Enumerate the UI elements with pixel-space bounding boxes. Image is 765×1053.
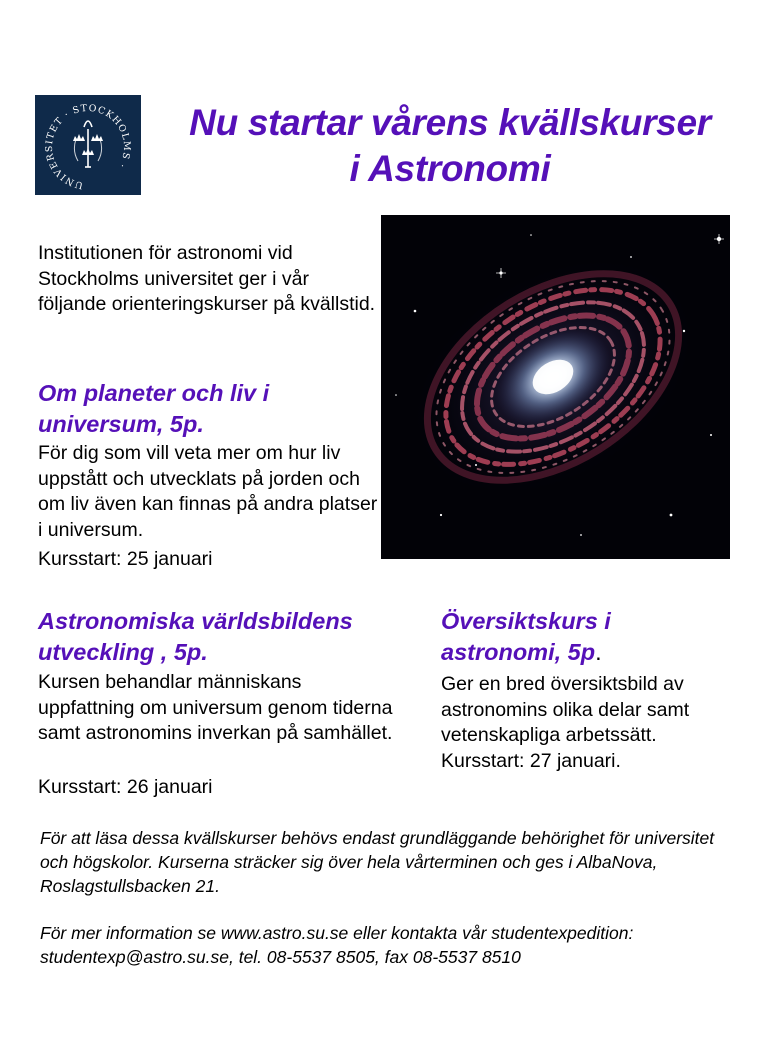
course-1-start: Kursstart: 25 januari (38, 548, 213, 570)
university-logo (35, 95, 141, 195)
footer-contact: För mer information se www.astro.su.se eller kontakta vår studentexpedition: studentexp@astro.su.se, tel. 08-5537 8505, fax 08-5537 8510 (40, 923, 634, 967)
course-1-title: Om planeter och liv i universum, 5p. (38, 380, 270, 437)
university-seal-icon (35, 95, 141, 195)
course-2-title: Astronomiska världsbildens utveckling , 5p. (38, 608, 353, 665)
page-title (150, 100, 750, 192)
course-3-title-tail: . (595, 639, 602, 665)
title-line-2: i Astronomi (349, 148, 551, 189)
course-2-start: Kursstart: 26 januari (38, 776, 213, 798)
course-3-title-text: Översiktskurs i astronomi, 5p (441, 608, 611, 665)
course-3-title (441, 606, 701, 668)
course-3-start: Kursstart: 27 januari. (441, 750, 621, 772)
galaxy-image (381, 215, 730, 559)
title-line-1: Nu startar vårens kvällskurser (189, 102, 711, 143)
footer-eligibility: För att läsa dessa kvällskurser behövs endast grundläggande behörighet för universitet och högskolor. Kurserna sträcker sig över hela vårterminen och ges i AlbaNova, Roslagstullsbacken 21. (40, 828, 715, 896)
course-2-description: Kursen behandlar människans uppfattning om universum genom tiderna samt astronomins inverkan på samhället. (38, 671, 393, 744)
intro-text: Institutionen för astronomi vid Stockholms universitet ger i vår följande orienteringskurser på kvällstid. (38, 242, 376, 315)
course-3-description: Ger en bred översiktsbild av astronomins olika delar samt vetenskapliga arbetssätt. (441, 673, 690, 746)
logo-ring-text: UNIVERSITET · STOCKHOLMS · (43, 102, 133, 191)
course-1-description: För dig som vill veta mer om hur liv uppstått och utvecklats på jorden och om liv även kan finnas på andra platser i universum. (38, 442, 378, 541)
